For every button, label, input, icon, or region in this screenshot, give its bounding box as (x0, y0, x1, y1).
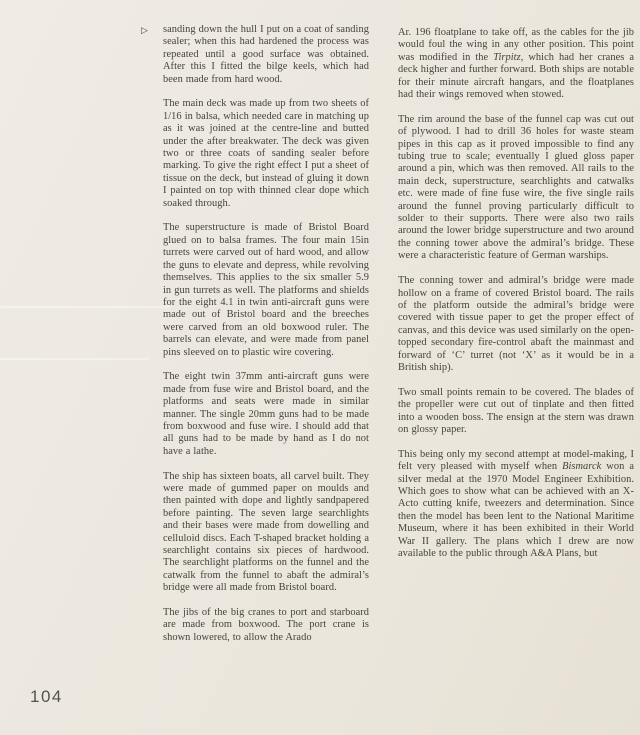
paragraph (163, 371, 369, 458)
paragraph (398, 114, 634, 263)
body-text: The rim around the base of the funnel cap was cut out of plywood. I had to drill 36 holes for waste steam pipes in this cap as it proved impossible to find any tubing true to scale; eventually I glued gloss paper around a pin, which was then removed. All rails to the main deck, superstructure, searchlights and catwalks etc. were made of fine fuse wire, the five single rails around the funnel proving particularly difficult to solder to their supports. There were also two rails around the lower bridge superstructure and two around the conning tower above the admiral’s bridge. These were a characteristic feature of German warships. (398, 113, 634, 262)
scan-artifact-line (0, 306, 170, 308)
right-text-column (398, 27, 634, 560)
paragraph (163, 222, 369, 358)
body-text: The superstructure is made of Bristol Board glued on to balsa frames. The four main 15in turrets were carved out of hard wood, and allow the guns to elevate and depress, while revolving themselves. This applies to the six smaller 5.9 in gun turrets as well. The platforms and shields for the eight 4.1 in twin anti-aircraft guns were made out of Bristol board and the breeches were carved from an old boxwood ruler. The barrels can elevate, and were made from panel pins sleeved on to plastic wire covering. (163, 222, 369, 358)
left-text-column (163, 24, 369, 644)
body-text: This being only my second attempt at model-making, I felt very pleased with myself when (398, 448, 634, 473)
paragraph (163, 98, 369, 210)
body-text: Ar. 196 floatplane to take off, as the cables for the jib would foul the wing in any other position. This point was modified in the (398, 27, 634, 63)
body-text: won a silver medal at the 1970 Model Engineer Exhibition. Which goes to show what can be achieved with an X-Acto cutting knife, tweezers and determination. Since then the model has been lent to the National Maritime Museum, where it has been exhibited in their World War II gallery. The plans which I drew are now available to the public through A&A Plans, but (398, 461, 634, 559)
body-text: Two small points remain to be covered. The blades of the propeller were cut out of tinplate and then fitted into a wooden boss. The ensign at the stern was drawn on glossy paper. (398, 386, 634, 435)
body-text: The main deck was made up from two sheets of 1/16 in balsa, which needed care in matching up as it was joined at the centre-line and butted under the after breakwater. The deck was given two or three coats of sanding sealer before marking. To give the right effect I put a sheet of tissue on the deck, but instead of gluing it down I painted on top with thinned clear dope which soaked through. (163, 98, 369, 209)
page-number: 104 (30, 687, 63, 706)
paragraph (163, 607, 369, 644)
paragraph (163, 471, 369, 595)
body-text: sanding down the hull I put on a coat of sanding sealer; when this had hardened the process was repeated until a good surface was obtained. After this I fitted the bilge keels, which had been made from hard wood. (163, 24, 369, 85)
body-text: , which had her cranes a deck higher and further forward. Both ships are notable for their minute aircraft hangars, and the floatplanes had their wings removed when stowed. (398, 51, 634, 101)
body-text: The conning tower and admiral’s bridge were made hollow on a frame of covered Bristol board. The rails of the platform outside the admiral’s bridge were covered with tissue paper to get the proper effect of canvas, and this device was used similarly on the open-topped secondary fire-control abaft the mainmast and forward of ‘C’ turret (not ‘X’ as it would be in a British ship). (398, 275, 634, 373)
body-text: The eight twin 37mm anti-aircraft guns were made from fuse wire and Bristol board, and the platforms and seats were made in similar manner. The single 20mm guns had to be made from boxwood and fuse wire. I should add that all guns had to be made by hand as I do not have a lathe. (163, 371, 369, 457)
paragraph (398, 449, 634, 561)
body-text: The ship has sixteen boats, all carvel built. They were made of gummed paper on moulds and then painted with dope and lightly sandpapered before painting. The seven large searchlights and their bases were made from dowelling and celluloid discs. Each T-shaped bracket holding a searchlight contains six pieces of hardwood. The searchlight platforms on the funnel and the catwalk from the funnel to abaft the admiral’s bridge were all made from Bristol board. (163, 470, 369, 594)
paragraph (398, 27, 634, 101)
continuation-arrow-icon: ▷ (141, 26, 148, 36)
body-text: The jibs of the big cranes to port and starboard are made from boxwood. The port crane is shown lowered, to allow the Arado (163, 607, 369, 643)
paragraph (398, 275, 634, 374)
paragraph (398, 387, 634, 437)
scan-artifact-line (0, 358, 150, 360)
italic-text: Tirpitz (493, 51, 521, 63)
italic-text: Bismarck (562, 461, 602, 473)
paragraph (163, 24, 369, 86)
